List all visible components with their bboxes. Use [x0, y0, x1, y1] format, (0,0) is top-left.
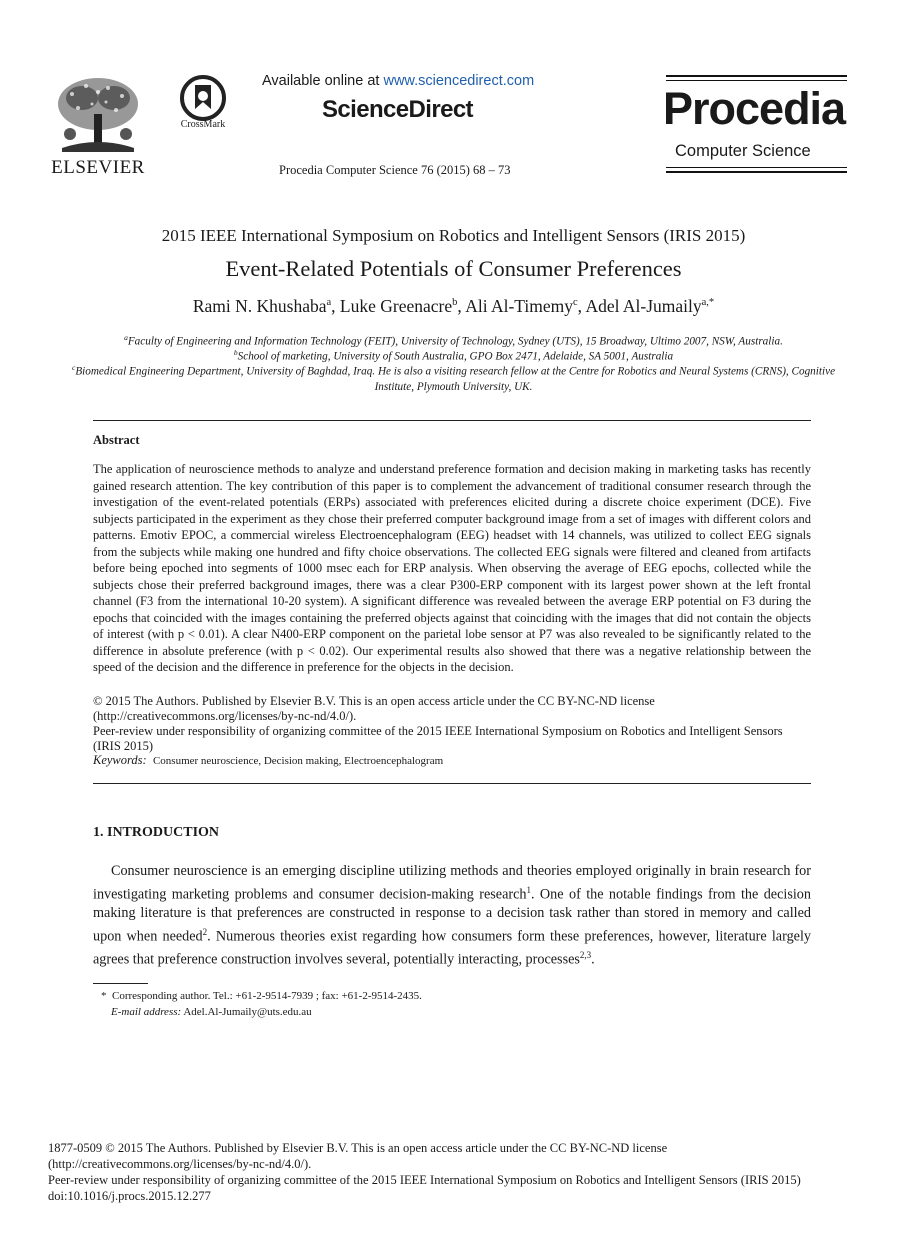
section-heading-introduction: 1. INTRODUCTION — [93, 825, 220, 840]
footer-issn-line: 1877-0509 © 2015 The Authors. Published by Elsevier B.V. This is an open access article under the CC BY-NC-ND license — [48, 1141, 668, 1155]
copyright-notice: © 2015 The Authors. Published by Elsevier B.V. This is an open access article under the CC BY-NC-ND license (http://creativecommons.org/licenses/by-nc-nd/4.0/). — [93, 694, 655, 723]
citation-ref[interactable]: 1 — [526, 884, 531, 895]
available-online-line — [262, 73, 534, 89]
procedia-top-rule-thin — [666, 80, 847, 81]
footer-peer-review: Peer-review under responsibility of organizing committee of the 2015 IEEE International Symposium on Robotics and Intelligent Sensors (IRIS 2015) — [48, 1173, 801, 1187]
author: Luke Greenacre$^b$, — [339, 296, 466, 316]
crossmark-icon[interactable] — [180, 75, 226, 121]
affiliation-c: $^c$Biomedical Engineering Department, University of Baghdad, Iraq. He is also a visiting research fellow at the Centre for Robotics and Neural Systems (CRNS), Cognitive Institute, Plymouth University, UK. — [71, 363, 836, 393]
footnote-corresponding: * Corresponding author. Tel.: +61-2-9514-7939 ; fax: +61-2-9514-2435. — [101, 990, 422, 1002]
sciencedirect-link[interactable]: www.sciencedirect.com — [383, 73, 535, 89]
citation-ref[interactable]: 2,3 — [579, 949, 592, 960]
procedia-top-rule — [666, 75, 847, 77]
paper-title: Event-Related Potentials of Consumer Preferences — [225, 256, 682, 281]
peer-review-notice: Peer-review under responsibility of organizing committee of the 2015 IEEE International Symposium on Robotics and Intelligent Sensors (IRIS 2015) — [93, 724, 783, 753]
author: Rami N. Khushaba$^a$, — [192, 296, 340, 316]
author: Adel Al-Jumaily$^{a,*}$ — [585, 296, 715, 316]
divider-bottom — [93, 783, 811, 784]
conference-name: 2015 IEEE International Symposium on Robotics and Intelligent Sensors (IRIS 2015) — [161, 226, 746, 245]
page-footer — [48, 1140, 860, 1204]
available-prefix: Available online at — [262, 73, 384, 89]
crossmark-label: CrossMark — [180, 119, 226, 130]
author-list — [0, 296, 907, 317]
keywords-text: Consumer neuroscience, Decision making, Electroencephalogram — [152, 755, 444, 767]
footer-doi[interactable]: doi:10.1016/j.procs.2015.12.277 — [48, 1189, 211, 1203]
email-address[interactable]: Adel.Al-Jumaily@uts.edu.au — [183, 1006, 312, 1018]
elsevier-wordmark: ELSEVIER — [51, 157, 145, 178]
procedia-wordmark: Procedia — [663, 83, 846, 134]
procedia-subtitle: Computer Science — [675, 142, 811, 160]
affiliation-b: $^b$School of marketing, University of South Australia, GPO Box 2471, Adelaide, SA 5001, Australia — [233, 348, 674, 363]
footnote-rule — [93, 983, 148, 984]
footer-license-link[interactable]: (http://creativecommons.org/licenses/by-nc-nd/4.0/). — [48, 1157, 312, 1171]
journal-reference: Procedia Computer Science 76 (2015) 68 – 73 — [279, 163, 511, 177]
citation-ref[interactable]: 2 — [202, 926, 208, 937]
affiliation-a: $^a$Faculty of Engineering and Information Technology (FEIT), University of Technology, Sydney (UTS), 15 Broadway, Ultimo 2007, NSW, Australia. — [124, 333, 783, 348]
keywords-line — [93, 753, 811, 769]
author: Ali Al-Timemy$^c$, — [465, 296, 586, 316]
introduction-paragraph: Consumer neuroscience is an emerging discipline utilizing methods and theories employed originally in brain research for investigating marketing problems and consumer decision-making research$^1$. One of the notable findings from the decision making literature is that preferences are constructed in response to a decision task rather than stored in memory and called upon when needed$^2$. Numerous theories exist regarding how consumers form these preferences, however, literature largely agrees that preference construction involves several, potentially interacting, processes$^{2,3}$. — [93, 863, 811, 968]
elsevier-tree-logo — [52, 76, 144, 158]
keywords-label: Keywords: — [93, 753, 147, 767]
abstract-heading: Abstract — [93, 433, 140, 447]
footnote-email: E-mail address: Adel.Al-Jumaily@uts.edu.au — [111, 1006, 312, 1018]
procedia-bottom-rule-thin — [666, 167, 847, 168]
abstract-body: The application of neuroscience methods to analyze and understand preference formation and decision making in marketing tasks has recently gained research attention. The key contribution of this paper is to complement the advancement of traditional consumer research through the investigation of the event-related potentials (ERPs) associated with preferences elicited during a discrete choice experiment (DCE). Five subjects participated in the experiment as they chose their preferred computer background image from a set of images with different colors and patterns. Emotiv EPOC, a commercial wireless Electroencephalogram (EEG) headset with 14 channels, was utilized to collect EEG signals from the subjects while making one hundred and fifty choice observations. The collected EEG signals were filtered and cleaned from artifacts before being epoched into segments of 1000 msec each for ERP analysis. When observing the average of EEG epochs, collected while the subjects chose their preferred background images, there was a clear P300-ERP component with its largest power shown at the left frontal channel (F3 from the international 10-20 system). A significant difference was revealed between the average ERP potential on F3 during the epochs that coincided with the images containing the preferred objects against that coinciding with the images that did not contain the objects of interest (with p < 0.01). A clear N400-ERP component on the parietal lobe sensor at P7 was also revealed to be significantly related to the difference in absolute preference (with p < 0.02). Our experimental results also showed that there was a negative relationship between the speed of the decision and the difference in preference for the objects in the decision. — [93, 462, 811, 674]
sciencedirect-wordmark: ScienceDirect — [322, 96, 473, 123]
divider-top — [93, 420, 811, 421]
procedia-bottom-rule — [666, 171, 847, 173]
